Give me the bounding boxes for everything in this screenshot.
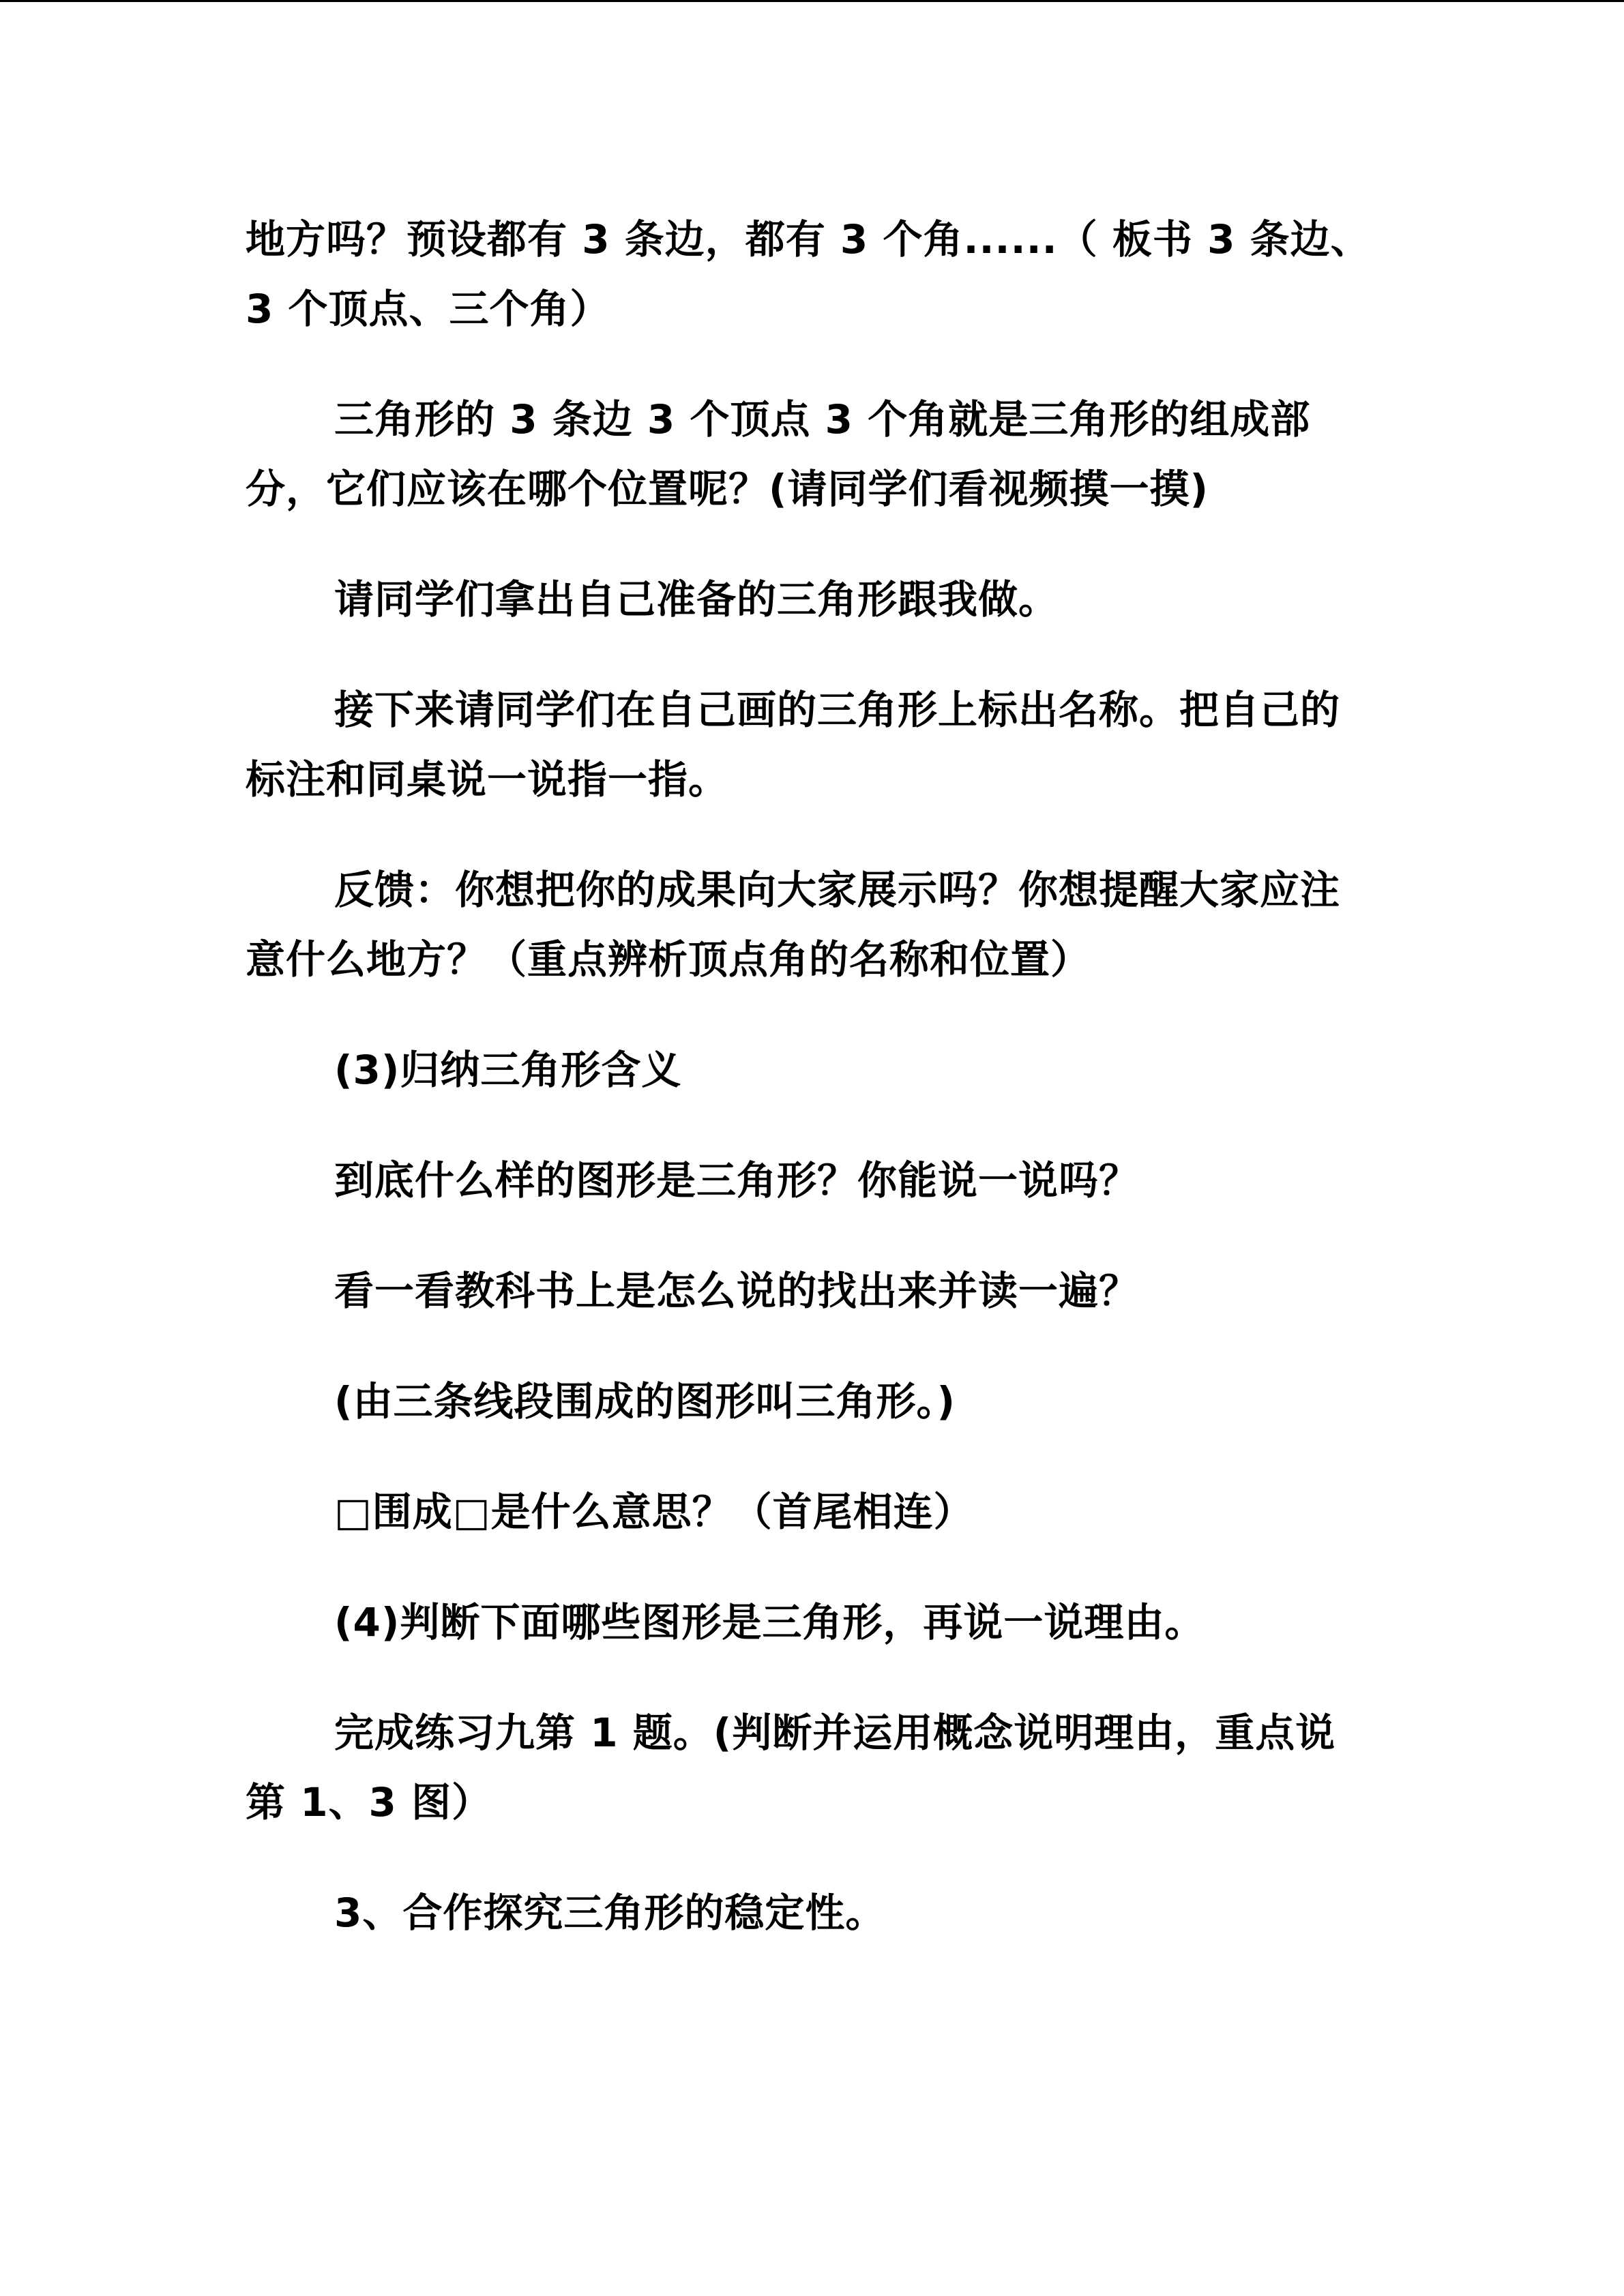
top-border-line <box>0 0 1624 2</box>
paragraph-exercise: 完成练习九第 1 题。(判断并运用概念说明理由，重点说第 1、3 图） <box>246 1710 1336 1825</box>
paragraph-definition: (由三条线段围成的图形叫三角形。) <box>334 1378 956 1425</box>
section-heading-4: (4)判断下面哪些图形是三角形，再说一说理由。 <box>334 1599 1205 1645</box>
section-heading-3: (3)归纳三角形含义 <box>334 1047 682 1093</box>
body-text <box>246 205 1371 1988</box>
paragraph-continuation: 地方吗？预设都有 3 条边，都有 3 个角......（ 板书 3 条边、3 个顶点、三个角） <box>246 216 1371 332</box>
paragraph-take-out-triangle: 请同学们拿出自己准备的三角形跟我做。 <box>334 576 1059 623</box>
paragraph-enclosed-meaning: □围成□是什么意思？（首尾相连） <box>334 1489 974 1535</box>
paragraph-components: 三角形的 3 条边 3 个顶点 3 个角就是三角形的组成部分，它们应该在哪个位置呢？(请同学们看视频摸一摸) <box>246 396 1311 512</box>
paragraph-label-names: 接下来请同学们在自己画的三角形上标出名称。把自己的标注和同桌说一说指一指。 <box>246 687 1341 803</box>
paragraph-read-textbook: 看一看教科书上是怎么说的找出来并读一遍？ <box>334 1268 1140 1314</box>
section-heading-stability: 3、合作探究三角形的稳定性。 <box>334 1890 886 1936</box>
paragraph-feedback: 反馈：你想把你的成果向大家展示吗？你想提醒大家应注意什么地方？（重点辨析顶点角的名称和位置） <box>246 867 1341 983</box>
paragraph-question-what-is-triangle: 到底什么样的图形是三角形？你能说一说吗？ <box>334 1157 1140 1204</box>
